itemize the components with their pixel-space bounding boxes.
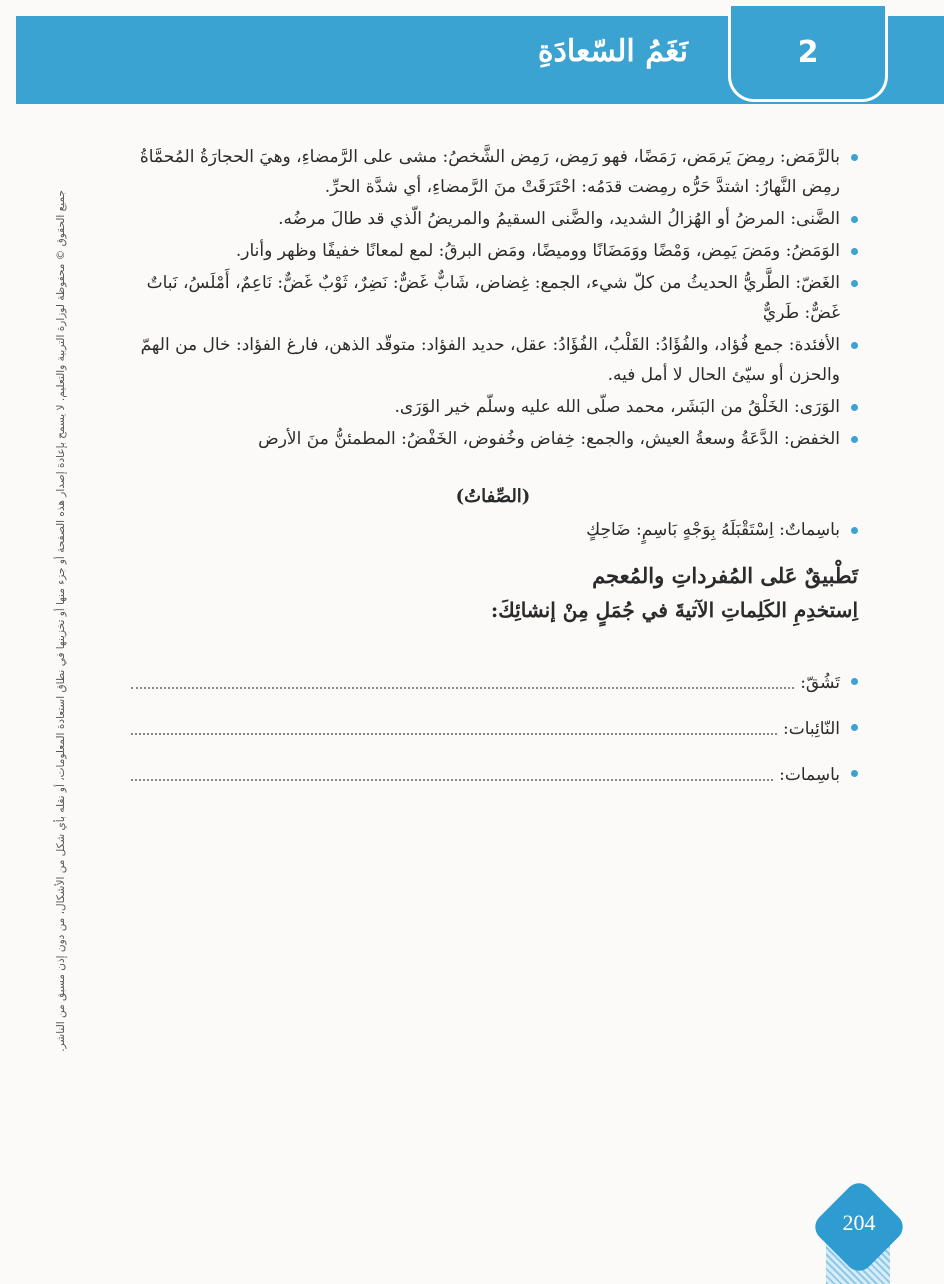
definition-item: الغَضّ: الطَّريُّ الحديثُ من كلّ شيء، الجمع: غِضاض، شَابٌّ غَضٌّ: نَضِرٌ، ثَوْبٌ غَضٌّ: نَاعِمٌ، أَمْلَسُ، نَباتٌ غَضٌّ: طَريٌّ — [128, 268, 858, 328]
bullet-icon — [851, 527, 858, 534]
page-content — [128, 142, 858, 790]
exercise-word: تَشُقّ: — [800, 673, 840, 693]
exercise-item — [128, 698, 858, 744]
definition-item: الخفض: الدَّعَةُ وسعةُ العيش، والجمع: خِفاض وخُفوض، الخَفْضُ: المطمئنُّ منَ الأرض — [128, 424, 858, 454]
bullet-icon — [851, 248, 858, 255]
bullet-icon — [851, 436, 858, 443]
definition-item: الضَّنى: المرضُ أو الهُزالُ الشديد، والضَّنى السقيمُ والمريضُ الّذي قد طالَ مرضُه. — [128, 204, 858, 234]
exercise-title: تَطْبيقٌ عَلى المُفرداتِ والمُعجم — [592, 563, 858, 588]
definition-item: الوَرَى: الخَلْقُ من البَشَر، محمد صلّى الله عليه وسلّم خير الوَرَى. — [128, 392, 858, 422]
answer-line[interactable] — [131, 687, 794, 689]
definition-item: الوَمَضُ: ومَضَ يَمِض، وَمْضًا ووَمَضَانًا ووميضًا، ومَض البرقُ: لمع لمعانًا خفيفًا وظهر وأنار. — [128, 236, 858, 266]
unit-tab — [728, 6, 888, 102]
definition-item: بالرَّمَض: رمِضَ يَرمَض، رَمَضًا، فهو رَمِض، رَمِض الشَّخصُ: مشى على الرَّمضاءِ، وهيَ الحجارَةُ المُحمَّاةُ رمِض النَّهارُ: اشتدَّ حَرُّه رمِضت قدَمُه: احْتَرَقَتْ منَ الرَّمضاءِ، أي شدَّة الحرِّ. — [128, 142, 858, 202]
answer-line[interactable] — [131, 779, 773, 781]
bullet-icon — [851, 678, 858, 685]
bullet-icon — [851, 342, 858, 349]
bullet-icon — [851, 216, 858, 223]
adjectives-heading: (الصِّفاتُ) — [455, 486, 531, 507]
lesson-title: نَغَمُ السّعادَةِ — [537, 34, 688, 69]
bullet-icon — [851, 404, 858, 411]
exercise-word: باسِمات: — [779, 765, 840, 785]
definition-item: الأفئدة: جمع فُؤاد، والفُؤَادُ: القَلْبُ، الفُؤَادُ: عقل، حديد الفؤاد: متوقّد الذهن، فارغ الفؤاد: خال من الهمّ والحزن أو سيّئ الحال لا أمل فيه. — [128, 330, 858, 390]
unit-number: 2 — [797, 35, 819, 70]
exercise-item — [128, 652, 858, 698]
definitions-list — [128, 142, 858, 454]
exercise-item — [128, 744, 858, 790]
exercise-word: النّائِبات: — [783, 719, 840, 739]
bullet-icon — [851, 724, 858, 731]
bullet-icon — [851, 154, 858, 161]
adjective-item: باسِماتٌ: اِسْتَقْبَلَهُ بِوَجْهٍ بَاسِمٍ: ضَاحِكٍ — [128, 515, 858, 545]
bullet-icon — [851, 770, 858, 777]
page-number: 204 — [842, 1210, 876, 1235]
bullet-icon — [851, 280, 858, 287]
answer-line[interactable] — [131, 733, 777, 735]
exercise-instruction: اِستخدِمِ الكَلِماتِ الآتيةَ في جُمَلٍ مِنْ إنشائِكَ: — [490, 598, 858, 622]
copyright-note: جميع الحقوق © محفوظة لوزارة التربية والتعليم. لا يسمح بإعادة إصدار هذه الصفحة أو جزء منها أو تخزينها في نطاق استعادة المعلومات، أو نقله بأي شكل من الأشكال، من دون إذن مسبق من الناشر. — [55, 190, 67, 1052]
